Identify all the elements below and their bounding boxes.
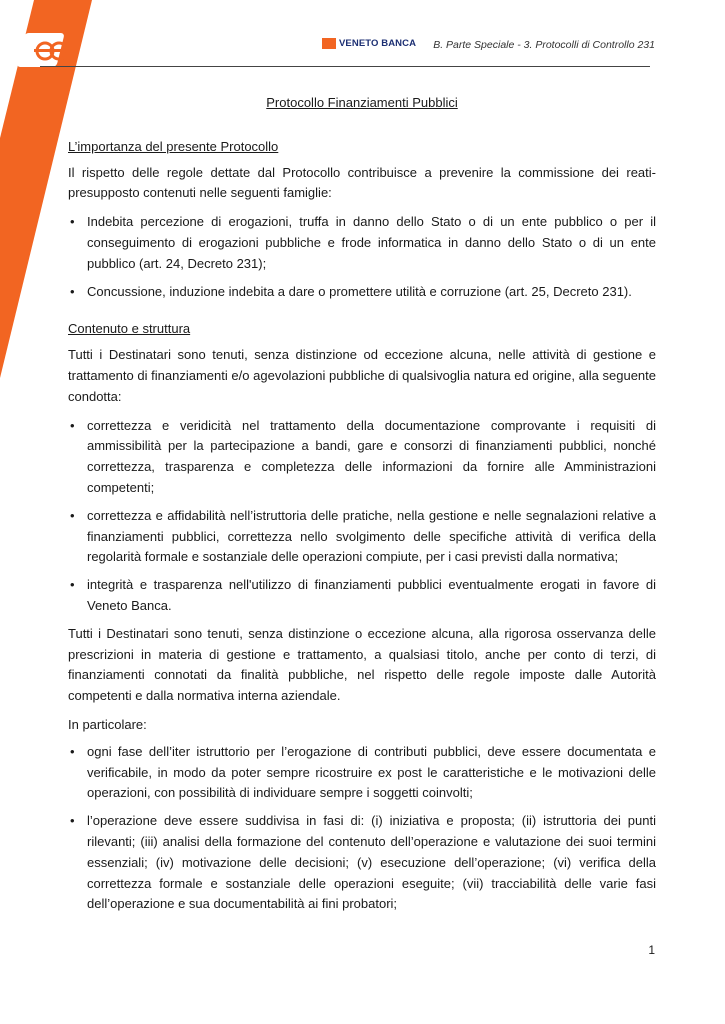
bank-mark-icon — [322, 38, 336, 49]
list-item: • Indebita percezione di erogazioni, truffa in danno dello Stato o di un ente pubblico o per il conseguimento di erogazioni pubbliche e frode informatica in danno dello Stato o di un ente pubblico (art. 24, Decreto 231); — [68, 212, 656, 274]
header-divider — [40, 66, 650, 67]
section-heading-content: Contenuto e struttura — [68, 321, 191, 337]
list-item: • correttezza e affidabilità nell’istruttoria delle pratiche, nella gestione e nelle segnalazioni relative a finanziamenti pubblici, correttezza nello svolgimento delle specifiche attività di verifica della regolarità formale e sostanziale delle operazioni compiute, per i casi previsti dalla normativa; — [68, 506, 656, 568]
document-title: Protocollo Finanziamenti Pubblici — [266, 95, 458, 110]
document-reference: B. Parte Speciale - 3. Protocolli di Controllo 231 — [433, 39, 655, 51]
list-item: • Concussione, induzione indebita a dare o promettere utilità e corruzione (art. 25, Decreto 231). — [68, 282, 656, 303]
conduct-list — [68, 416, 656, 617]
observance-paragraph: Tutti i Destinatari sono tenuti, senza distinzione o eccezione alcuna, alla rigorosa osservanza delle prescrizioni in materia di gestione e trattamento, a qualsiasi titolo, anche per conto di terzi, di finanziamenti connotati da finalità pubbliche, nel rispetto delle regole imposte dalle Autorità competenti e dalla normativa interna aziendale. — [68, 625, 656, 704]
list-item: • l’operazione deve essere suddivisa in fasi di: (i) iniziativa e proposta; (ii) istruttoria dei punti rilevanti; (iii) analisi della formazione del contenuto dell’operazione e valutazione dei suoi termini essenziali; (iv) motivazione delle decisioni; (v) esecuzione dell’operazione; (vi) verifica della correttezza formale e sostanziale delle operazioni eseguite; (vii) tracciabilità delle varie fasi dell’operazione e sua documentabilità ai fini probatori; — [68, 811, 656, 915]
in-particular-paragraph: In particolare: — [68, 716, 147, 732]
list-item: • correttezza e veridicità nel trattamento della documentazione comprovante i requisiti di ammissibilità per la partecipazione a bandi, gare e consorzi di finanziamenti pubblici, nonché correttezza, trasparenza e completezza delle informazioni da fornire alle Amministrazioni competenti; — [68, 416, 656, 499]
process-requirements-list — [68, 742, 656, 915]
offence-families-list — [68, 212, 656, 302]
page-number: 1 — [648, 943, 655, 957]
conduct-intro-paragraph: Tutti i Destinatari sono tenuti, senza distinzione od eccezione alcuna, nelle attività di gestione e trattamento di finanziamenti e/o agevolazioni pubbliche di qualsivoglia natura ed origine, alla seguente condotta: — [68, 347, 656, 404]
section-intro-paragraph: Il rispetto delle regole dettate dal Protocollo contribuisce a prevenire la commissione dei reati-presupposto contenuti nelle seguenti famiglie: — [68, 164, 656, 201]
list-item: • integrità e trasparenza nell'utilizzo di finanziamenti pubblici eventualmente erogati in favore di Veneto Banca. — [68, 575, 656, 617]
section-heading-importance: L’importanza del presente Protocollo — [68, 138, 279, 154]
bank-name: VENETO BANCA — [339, 38, 417, 49]
document-body — [68, 93, 656, 922]
list-item: • ogni fase dell’iter istruttorio per l’erogazione di contributi pubblici, deve essere documentata e verificabile, in modo da poter sempre ricostruire ex post le caratteristiche e le motivazioni delle operazioni, con possibilità di individuare sempre i soggetti coinvolti; — [68, 742, 656, 804]
header-bank-brand — [322, 38, 416, 49]
